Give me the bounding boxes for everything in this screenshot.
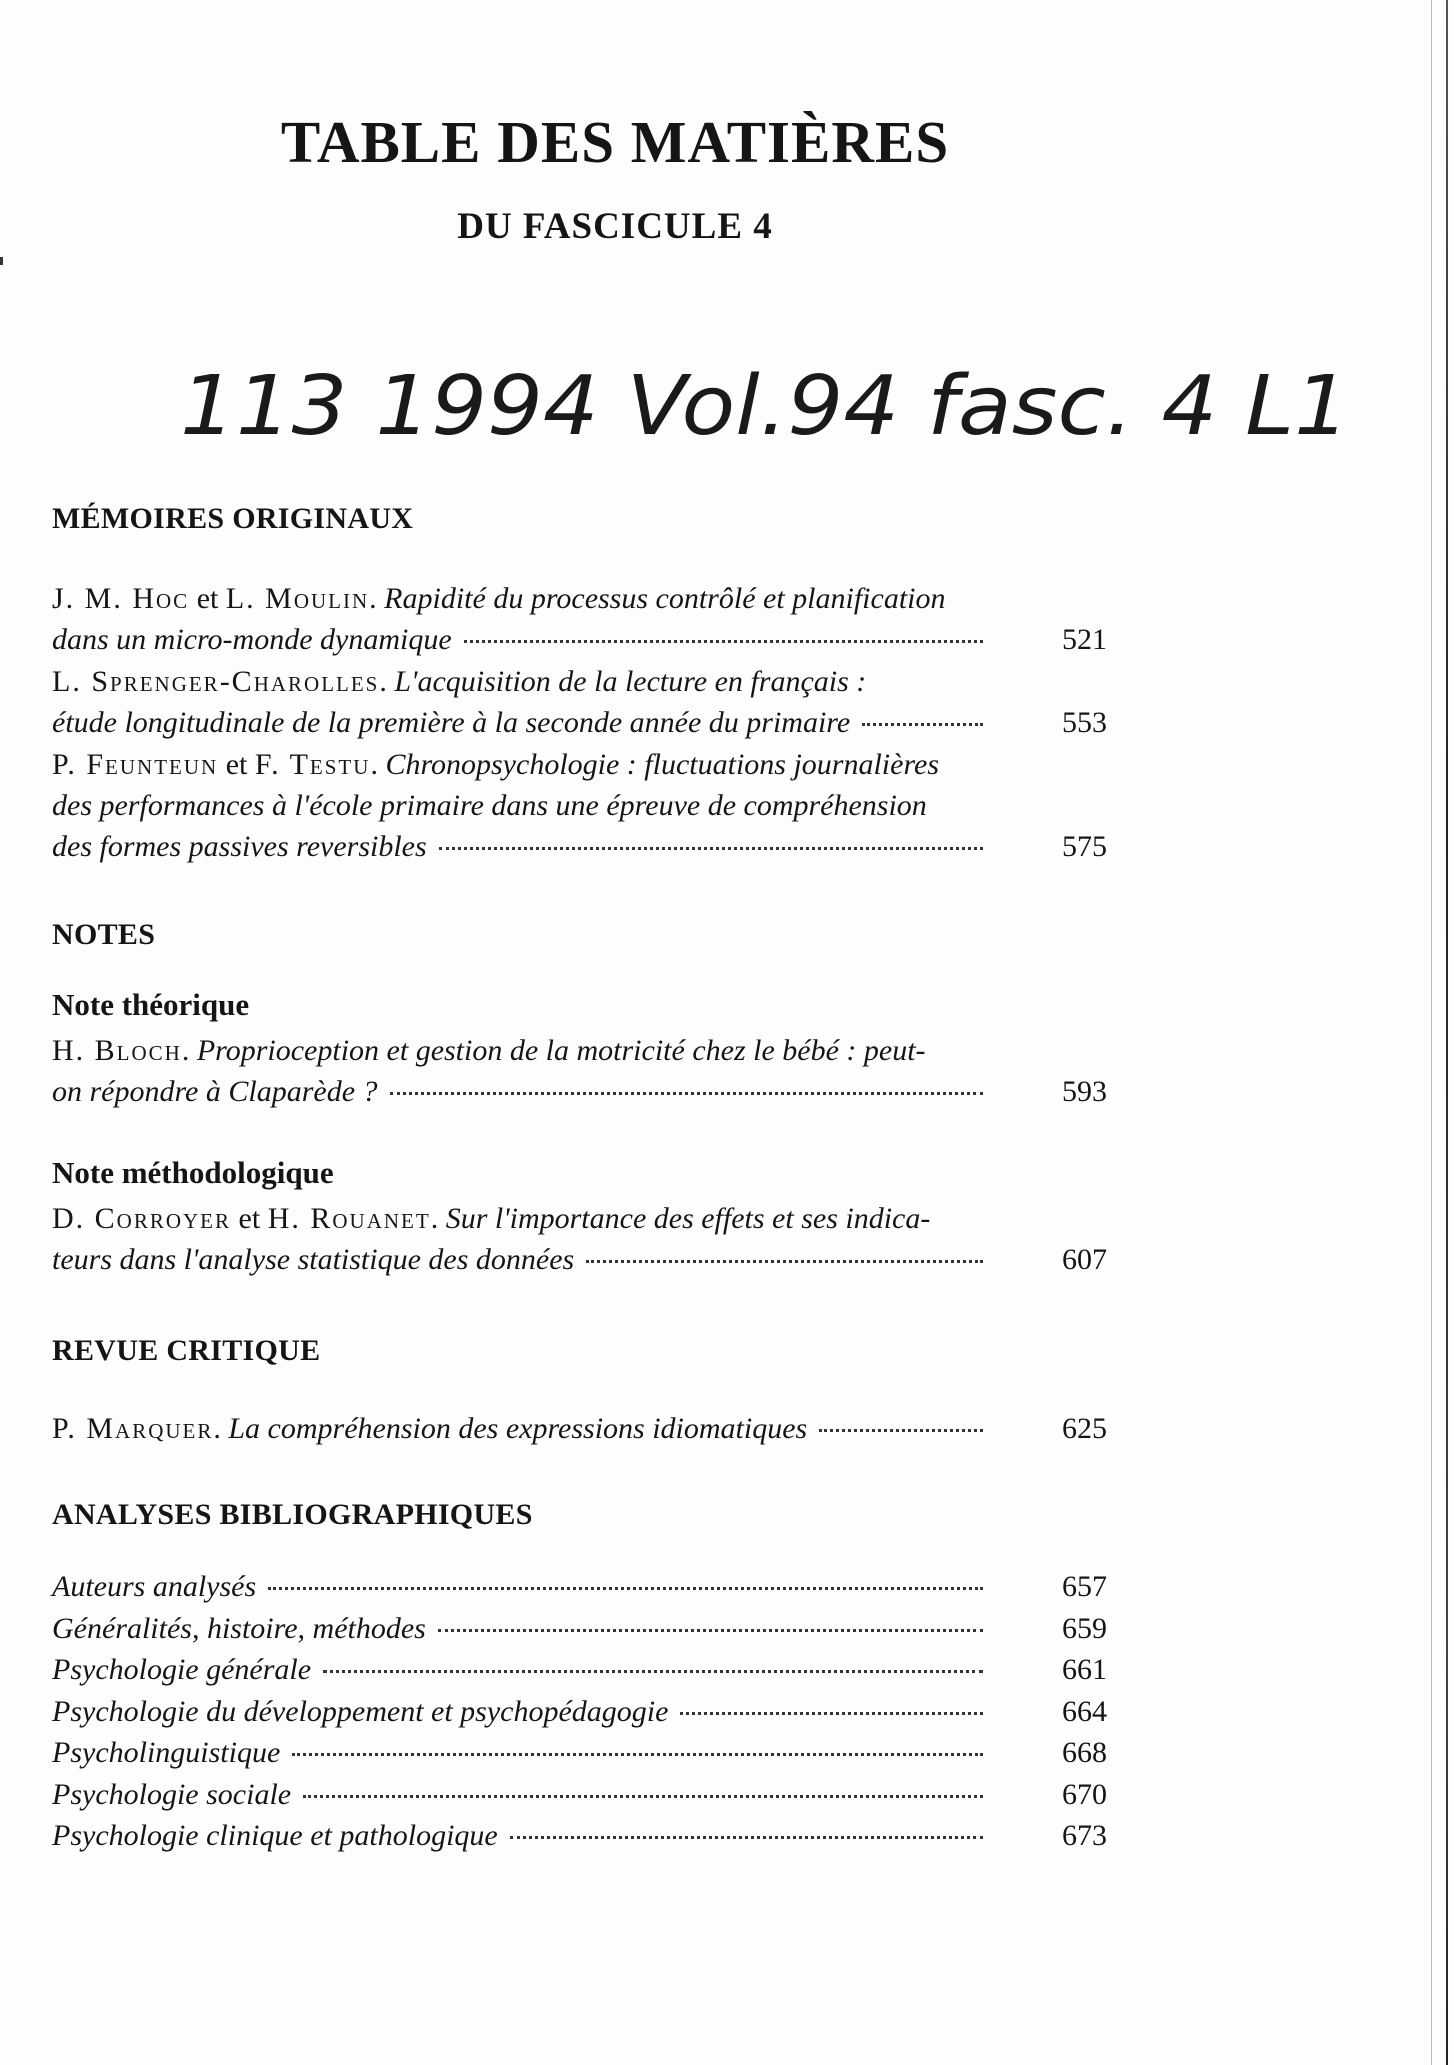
author: F. Testu (254, 748, 371, 781)
toc-entry-bloch[interactable]: H. Bloch . Proprioception et gestion de la motricité chez le bébé : peut- on répondre à Claparède ? 593 (52, 1030, 1107, 1112)
dot-leader (268, 1587, 983, 1590)
author: H. Rouanet (267, 1202, 431, 1235)
scan-speck (0, 257, 3, 265)
dot-leader (292, 1753, 983, 1756)
section-label: Psychologie générale (52, 1653, 312, 1686)
page-edge-shadow (1446, 0, 1448, 2065)
page-edge-line (1431, 0, 1432, 2065)
section-label: Psychologie du développement et psychopédagogie (52, 1694, 669, 1728)
page-number: 659 (1062, 1611, 1107, 1645)
toc-entry-sprenger-charolles[interactable]: L. Sprenger-Charolles . L'acquisition de la lecture en français : étude longitudinale de la première à la seconde année du primaire 553 (52, 661, 1107, 743)
dot-leader (862, 723, 983, 726)
toc-entry-analyses[interactable] (52, 1774, 1107, 1816)
author-conjunction: et (225, 748, 248, 781)
dot-leader (390, 1092, 983, 1095)
author: H. Bloch (52, 1034, 182, 1067)
page-number: 661 (1062, 1653, 1107, 1686)
author: D. Corroyer (52, 1202, 232, 1235)
page-number: 670 (1062, 1777, 1107, 1811)
page-number: 625 (1062, 1412, 1107, 1445)
toc-entry-analyses[interactable] (52, 1732, 1107, 1774)
page-number: 575 (1062, 830, 1107, 863)
dot-leader (819, 1429, 983, 1432)
section-label: Généralités, histoire, méthodes (52, 1611, 426, 1645)
toc-entry-analyses[interactable] (52, 1566, 1107, 1608)
dot-leader (586, 1260, 983, 1263)
article-title: des formes passives reversibles (52, 830, 427, 863)
dot-leader (438, 1629, 983, 1632)
page-subtitle: DU FASCICULE 4 (457, 206, 773, 247)
dot-leader (439, 847, 983, 850)
author: J. M. Hoc (52, 582, 190, 615)
article-title: des performances à l'école primaire dans une épreuve de compréhension (52, 789, 927, 822)
section-label: Psychologie sociale (52, 1777, 292, 1811)
article-title: Chronopsychologie : fluctuations journalières (385, 748, 940, 781)
section-label: Psychologie clinique et pathologique (52, 1819, 498, 1852)
section-analyses-heading: ANALYSES BIBLIOGRAPHIQUES (52, 1498, 533, 1531)
dot-leader (464, 640, 983, 643)
analyses-list (52, 1566, 1107, 1857)
handwritten-annotation-svg (180, 352, 1360, 462)
author: L. Sprenger-Charolles (52, 665, 380, 698)
article-title: Rapidité du processus contrôlé et planification (384, 582, 946, 615)
author-conjunction: et (238, 1202, 261, 1235)
section-memoires-heading: MÉMOIRES ORIGINAUX (52, 502, 414, 535)
article-title: Proprioception et gestion de la motricité chez le bébé : peut- (196, 1034, 926, 1067)
toc-entry-analyses[interactable] (52, 1691, 1107, 1733)
article-title: Sur l'importance des effets et ses indica- (445, 1202, 931, 1235)
section-revue-heading: REVUE CRITIQUE (52, 1334, 321, 1367)
author: P. Marquer (52, 1412, 214, 1445)
page-number: 673 (1062, 1819, 1107, 1852)
toc-entry-analyses[interactable] (52, 1608, 1107, 1650)
note-theorique-heading: Note théorique (52, 987, 250, 1022)
article-title: étude longitudinale de la première à la seconde année du primaire (52, 706, 851, 739)
author: P. Feunteun (52, 748, 219, 781)
section-label: Psycholinguistique (52, 1736, 281, 1769)
toc-entry-analyses[interactable] (52, 1649, 1107, 1691)
page-number: 657 (1062, 1570, 1107, 1603)
toc-entry-hoc-moulin[interactable]: J. M. Hoc et L. Moulin . Rapidité du processus contrôlé et planification dans un micro-monde dynamique 521 (52, 578, 1107, 660)
toc-entry-marquer[interactable]: P. Marquer . La compréhension des expressions idiomatiques 625 (52, 1408, 1107, 1449)
page-number: 664 (1062, 1694, 1107, 1728)
handwritten-annotation-text: 113 1994 Vol.94 fasc. 4 L1 (180, 359, 1350, 454)
page-number: 553 (1062, 706, 1107, 739)
article-title: La compréhension des expressions idiomatiques (228, 1412, 808, 1445)
dot-leader (680, 1712, 983, 1715)
section-notes-heading: NOTES (52, 918, 156, 951)
page-number: 668 (1062, 1736, 1107, 1769)
dot-leader (303, 1795, 983, 1798)
toc-entry-corroyer-rouanet[interactable]: D. Corroyer et H. Rouanet . Sur l'importance des effets et ses indica- teurs dans l'analyse statistique des données 607 (52, 1198, 1107, 1280)
dot-leader (323, 1670, 983, 1673)
toc-entry-analyses[interactable] (52, 1815, 1107, 1857)
page-number: 593 (1062, 1075, 1107, 1108)
handwritten-annotation (180, 352, 1360, 462)
page-number: 607 (1062, 1243, 1107, 1276)
article-title: on répondre à Claparède ? (52, 1075, 378, 1108)
author: L. Moulin (225, 582, 370, 615)
article-title: dans un micro-monde dynamique (52, 623, 452, 656)
page-title: TABLE DES MATIÈRES (280, 109, 950, 175)
article-title: L'acquisition de la lecture en français : (394, 665, 867, 698)
article-title: teurs dans l'analyse statistique des données (52, 1243, 575, 1276)
toc-entry-feunteun-testu[interactable]: P. Feunteun et F. Testu . Chronopsychologie : fluctuations journalières des performances à l'école primaire dans une épreuve de compréhension des formes passives reversibles 575 (52, 744, 1107, 867)
author-conjunction: et (196, 582, 219, 615)
section-label: Auteurs analysés (52, 1570, 257, 1603)
note-methodologique-heading: Note méthodologique (52, 1155, 334, 1190)
page-number: 521 (1062, 623, 1107, 656)
dot-leader (510, 1836, 983, 1839)
